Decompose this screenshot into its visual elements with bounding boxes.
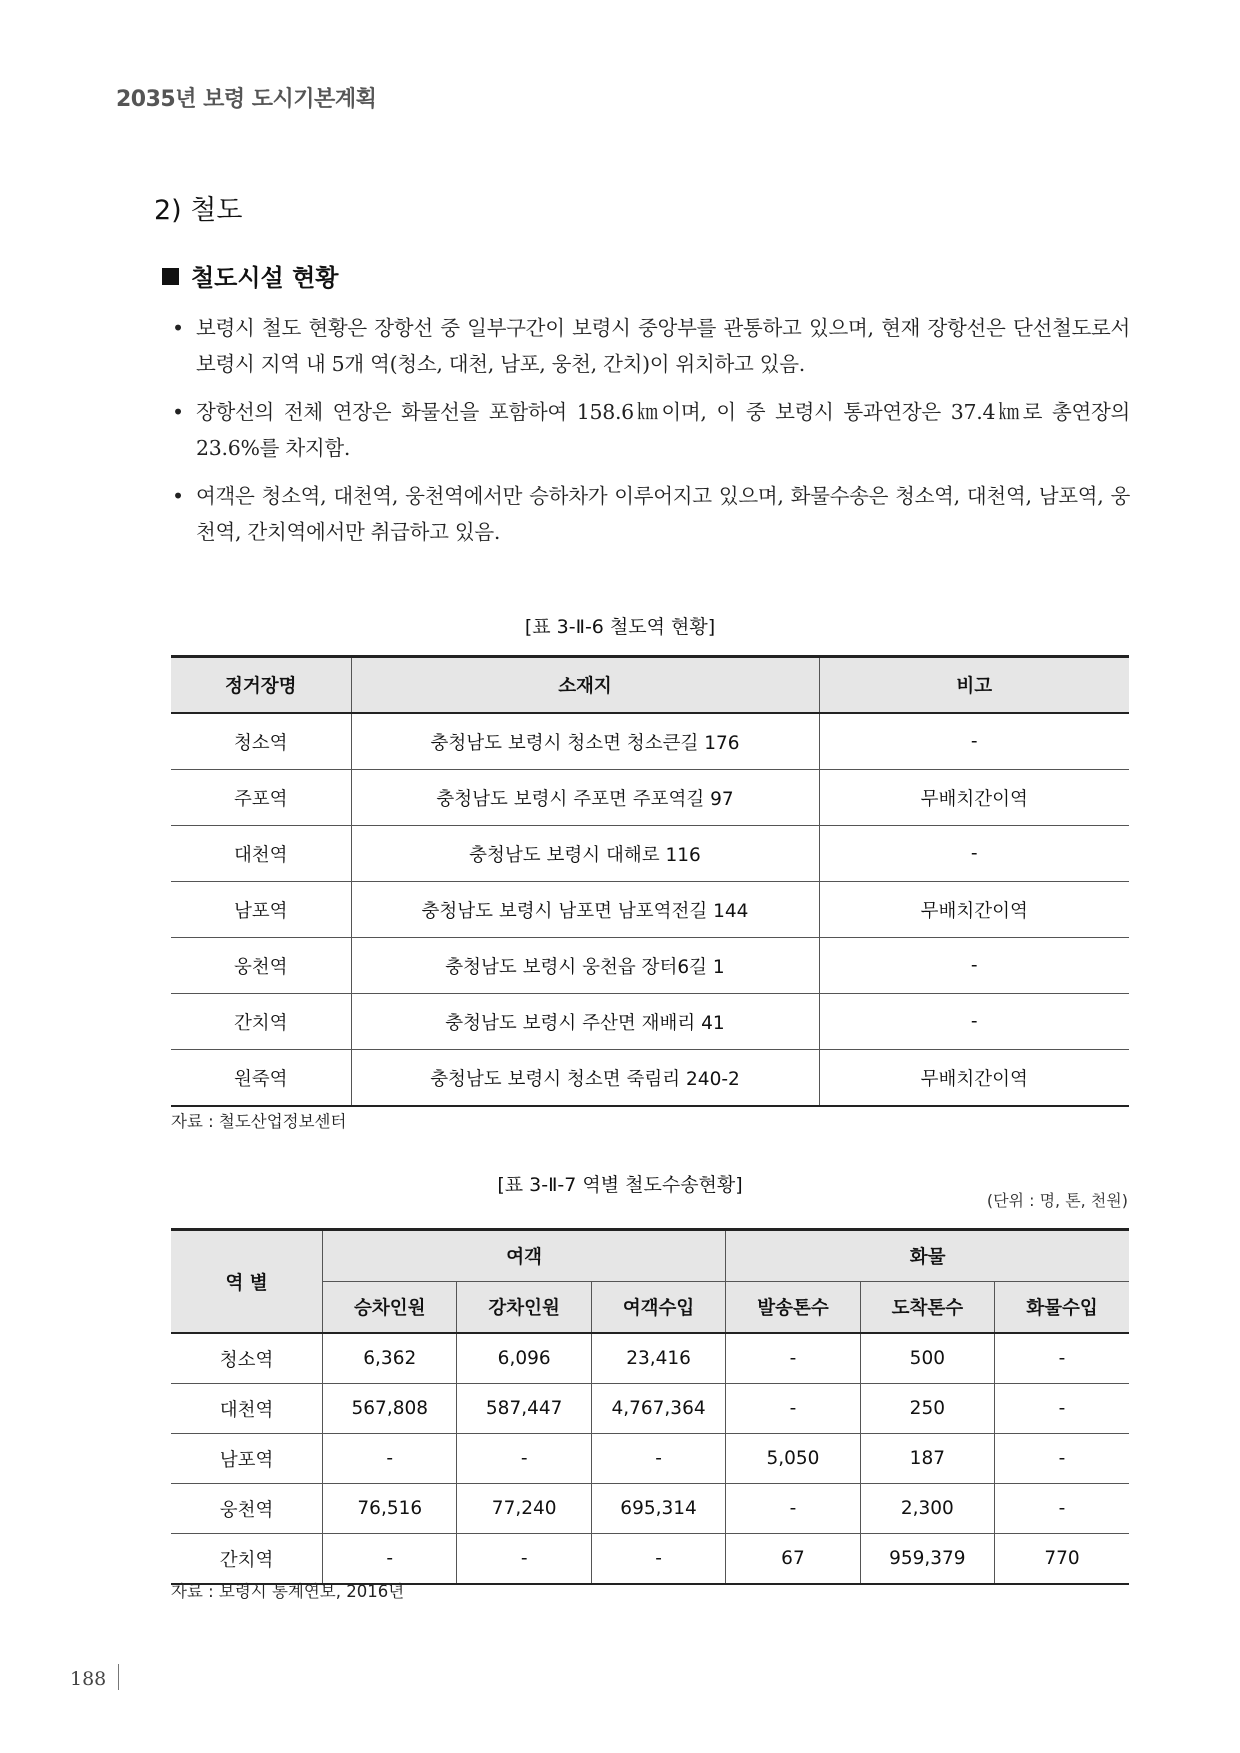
value-cell: 500 [860, 1333, 994, 1384]
table-row [171, 770, 1129, 826]
table-row [171, 1434, 1129, 1484]
table-header-row [171, 1230, 1129, 1282]
value-cell: 567,808 [323, 1384, 457, 1434]
column-header: 강차인원 [457, 1282, 591, 1334]
value-cell: 76,516 [323, 1484, 457, 1534]
value-cell: - [323, 1434, 457, 1484]
column-header: 비고 [819, 657, 1129, 714]
table2-source: 자료 : 보령시 통계연보, 2016년 [171, 1582, 405, 1601]
address-cell: 충청남도 보령시 청소면 죽림리 240-2 [351, 1050, 819, 1107]
bullet-list [172, 310, 1130, 562]
column-header: 소재지 [351, 657, 819, 714]
station-name-cell: 간치역 [171, 1534, 323, 1585]
value-cell: - [323, 1534, 457, 1585]
table-row [171, 1333, 1129, 1384]
table-row [171, 713, 1129, 770]
bullet-dot-icon: • [172, 400, 184, 424]
value-cell: - [726, 1484, 860, 1534]
column-header: 여객수입 [591, 1282, 725, 1334]
freight-group-header: 화물 [726, 1230, 1129, 1282]
station-name-cell: 웅천역 [171, 1484, 323, 1534]
station-name-cell: 주포역 [171, 770, 351, 826]
value-cell: 5,050 [726, 1434, 860, 1484]
remarks-cell: - [819, 938, 1129, 994]
value-cell: 187 [860, 1434, 994, 1484]
column-header: 화물수입 [995, 1282, 1129, 1334]
value-cell: 959,379 [860, 1534, 994, 1585]
table-row [171, 826, 1129, 882]
bullet-dot-icon: • [172, 484, 184, 508]
bullet-text: 장항선의 전체 연장은 화물선을 포함하여 158.6㎞이며, 이 중 보령시 통과연장은 37.4㎞로 총연장의 23.6%를 차지함. [196, 400, 1130, 460]
station-name-cell: 남포역 [171, 882, 351, 938]
value-cell: 6,096 [457, 1333, 591, 1384]
bullet-text: 여객은 청소역, 대천역, 웅천역에서만 승하차가 이루어지고 있으며, 화물수송은 청소역, 대천역, 남포역, 웅천역, 간치역에서만 취급하고 있음. [196, 484, 1130, 544]
table-row [171, 938, 1129, 994]
remarks-cell: - [819, 994, 1129, 1050]
table-row [171, 1534, 1129, 1585]
value-cell: 770 [995, 1534, 1129, 1585]
table2-unit-note: (단위 : 명, 톤, 천원) [986, 1191, 1128, 1210]
remarks-cell: - [819, 826, 1129, 882]
station-table [171, 655, 1129, 1107]
remarks-cell: 무배치간이역 [819, 882, 1129, 938]
subsection-title-text: 철도시설 현황 [191, 264, 339, 292]
address-cell: 충청남도 보령시 대해로 116 [351, 826, 819, 882]
station-name-cell: 웅천역 [171, 938, 351, 994]
bullet-text: 보령시 철도 현황은 장항선 중 일부구간이 보령시 중앙부를 관통하고 있으며, 현재 장항선은 단선철도로서 보령시 지역 내 5개 역(청소, 대천, 남포, 웅천, 간치)이 위치하고 있음. [196, 316, 1130, 376]
table1-caption: [표 3-Ⅱ-6 철도역 현황] [524, 616, 716, 638]
value-cell: 587,447 [457, 1384, 591, 1434]
station-column-header: 역 별 [171, 1230, 323, 1334]
square-bullet-icon [162, 268, 179, 285]
station-name-cell: 간치역 [171, 994, 351, 1050]
table-row [171, 1484, 1129, 1534]
station-name-cell: 남포역 [171, 1434, 323, 1484]
column-header: 정거장명 [171, 657, 351, 714]
value-cell: 23,416 [591, 1333, 725, 1384]
remarks-cell: - [819, 713, 1129, 770]
station-name-cell: 원죽역 [171, 1050, 351, 1107]
remarks-cell: 무배치간이역 [819, 1050, 1129, 1107]
value-cell: - [995, 1384, 1129, 1434]
table2-caption: [표 3-Ⅱ-7 역별 철도수송현황] [497, 1174, 743, 1196]
address-cell: 충청남도 보령시 주포면 주포역길 97 [351, 770, 819, 826]
section-title: 2) 철도 [154, 195, 243, 226]
value-cell: - [457, 1434, 591, 1484]
table-row [171, 994, 1129, 1050]
value-cell: 4,767,364 [591, 1384, 725, 1434]
value-cell: - [995, 1333, 1129, 1384]
column-header: 승차인원 [323, 1282, 457, 1334]
value-cell: - [591, 1534, 725, 1585]
address-cell: 충청남도 보령시 주산면 재배리 41 [351, 994, 819, 1050]
value-cell: - [726, 1384, 860, 1434]
page-number: 188 [70, 1668, 107, 1690]
column-header: 발송톤수 [726, 1282, 860, 1334]
address-cell: 충청남도 보령시 청소면 청소큰길 176 [351, 713, 819, 770]
bullet-item [172, 310, 1130, 382]
table-row [171, 1050, 1129, 1107]
remarks-cell: 무배치간이역 [819, 770, 1129, 826]
table1-source: 자료 : 철도산업정보센터 [171, 1112, 347, 1131]
column-header: 도착톤수 [860, 1282, 994, 1334]
value-cell: - [995, 1434, 1129, 1484]
station-name-cell: 청소역 [171, 1333, 323, 1384]
value-cell: - [995, 1484, 1129, 1534]
page-number-divider [118, 1664, 119, 1690]
value-cell: - [591, 1434, 725, 1484]
address-cell: 충청남도 보령시 웅천읍 장터6길 1 [351, 938, 819, 994]
value-cell: 77,240 [457, 1484, 591, 1534]
value-cell: 67 [726, 1534, 860, 1585]
table-header-row [171, 657, 1129, 714]
table-row [171, 882, 1129, 938]
table-row [171, 1384, 1129, 1434]
address-cell: 충청남도 보령시 남포면 남포역전길 144 [351, 882, 819, 938]
value-cell: 250 [860, 1384, 994, 1434]
transport-table [171, 1228, 1129, 1585]
value-cell: 695,314 [591, 1484, 725, 1534]
value-cell: - [457, 1534, 591, 1585]
value-cell: 6,362 [323, 1333, 457, 1384]
subsection-title [162, 258, 338, 293]
running-header: 2035년 보령 도시기본계획 [116, 87, 377, 112]
station-name-cell: 청소역 [171, 713, 351, 770]
bullet-dot-icon: • [172, 316, 184, 340]
passenger-group-header: 여객 [323, 1230, 726, 1282]
station-name-cell: 대천역 [171, 1384, 323, 1434]
value-cell: - [726, 1333, 860, 1384]
bullet-item [172, 394, 1130, 466]
value-cell: 2,300 [860, 1484, 994, 1534]
bullet-item [172, 478, 1130, 550]
station-name-cell: 대천역 [171, 826, 351, 882]
